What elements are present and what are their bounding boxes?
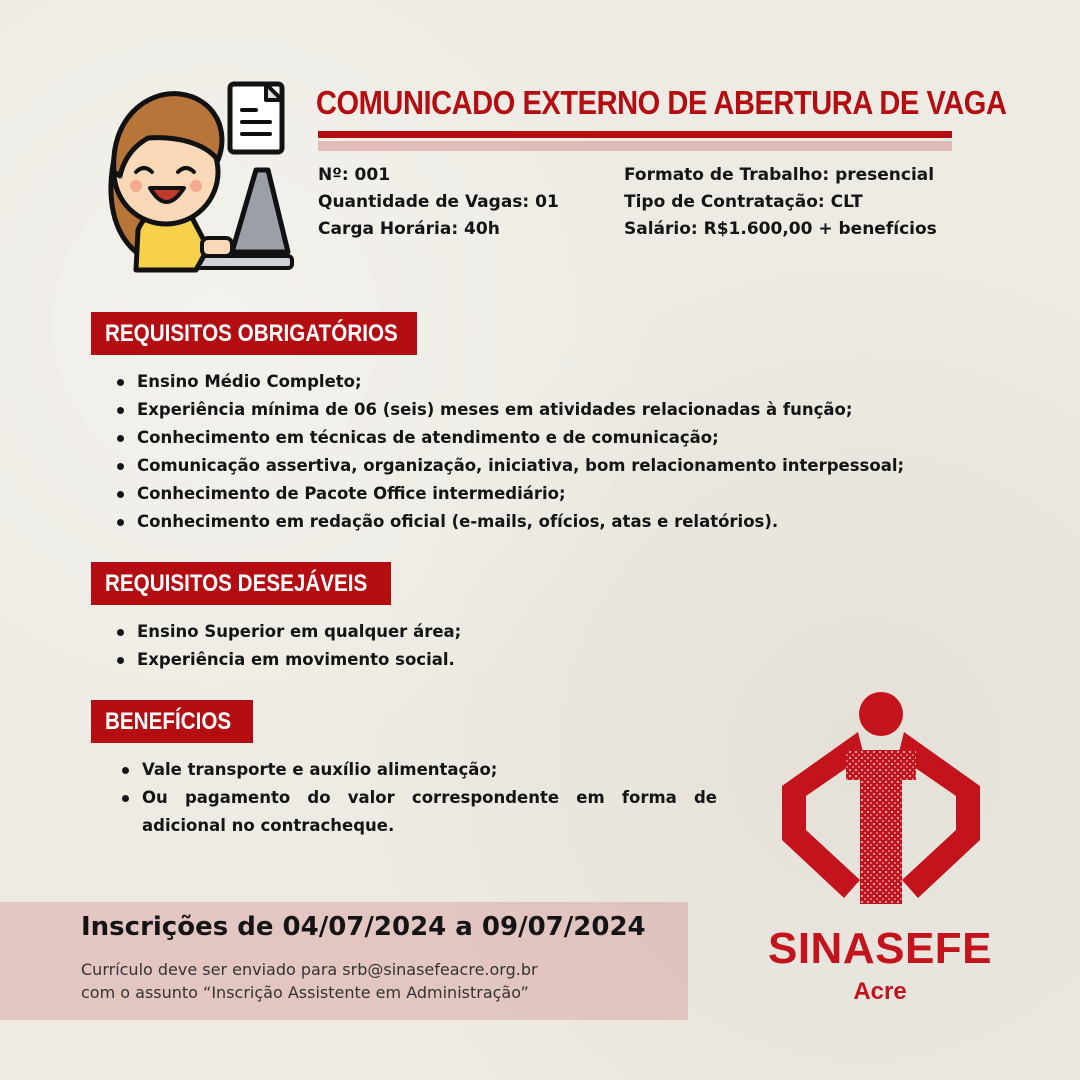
list-item: Vale transporte e auxílio alimentação;: [120, 756, 717, 784]
list-item: Ensino Superior em qualquer área;: [115, 618, 461, 646]
section-header-benefits: [91, 700, 253, 743]
desired-list: [115, 618, 461, 674]
required-list: [115, 368, 904, 536]
list-item: Conhecimento em técnicas de atendimento e de comunicação;: [115, 424, 904, 452]
list-item: Experiência mínima de 06 (seis) meses em atividades relacionadas à função;: [115, 396, 904, 424]
list-item: Experiência em movimento social.: [115, 646, 461, 674]
woman-at-laptop-icon: [96, 80, 298, 280]
list-item: Conhecimento em redação oficial (e-mails, ofícios, atas e relatórios).: [115, 508, 904, 536]
logo-name: SINASEFE: [767, 924, 993, 973]
page-title: COMUNICADO EXTERNO DE ABERTURA DE VAGA: [316, 84, 1007, 121]
list-item: Ou pagamento do valor correspondente em forma de adicional no contracheque.: [120, 784, 717, 840]
section-title: REQUISITOS OBRIGATÓRIOS: [105, 320, 398, 347]
benefits-list: [120, 756, 717, 840]
footer-subject-line: com o assunto “Inscrição Assistente em Administração”: [81, 983, 529, 1002]
title-underline: [318, 131, 952, 138]
vacancy-count: Quantidade de Vagas: 01: [318, 192, 559, 212]
list-item: Conhecimento de Pacote Office intermediário;: [115, 480, 904, 508]
contract-type: Tipo de Contratação: CLT: [624, 192, 863, 212]
list-item: Ensino Médio Completo;: [115, 368, 904, 396]
work-hours: Carga Horária: 40h: [318, 219, 500, 239]
job-info-right: [624, 162, 937, 243]
logo-subtitle: Acre: [853, 978, 907, 1005]
footer-email-line: Currículo deve ser enviado para srb@sinasefeacre.org.br: [81, 960, 538, 979]
section-title: BENEFÍCIOS: [105, 708, 232, 735]
salary: Salário: R$1.600,00 + benefícios: [624, 219, 937, 239]
job-number: Nº: 001: [318, 165, 391, 185]
section-header-required: [91, 312, 417, 355]
registration-dates: Inscrições de 04/07/2024 a 09/07/2024: [81, 912, 646, 942]
work-format: Formato de Trabalho: presencial: [624, 165, 935, 185]
list-item: Comunicação assertiva, organização, iniciativa, bom relacionamento interpessoal;: [115, 452, 904, 480]
sinasefe-logo-icon: [776, 690, 986, 910]
section-header-desired: [91, 562, 391, 605]
title-underline-shadow: [318, 141, 952, 151]
section-title: REQUISITOS DESEJÁVEIS: [105, 570, 368, 597]
job-info-left: [318, 162, 559, 243]
